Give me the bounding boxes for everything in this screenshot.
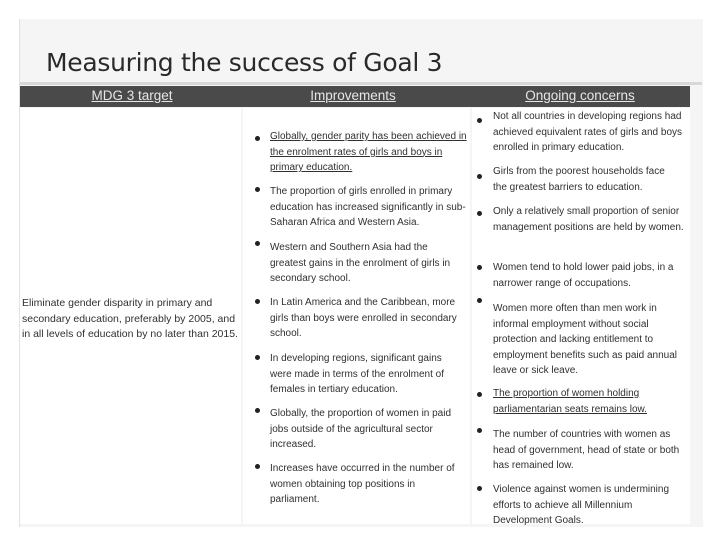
header-mdg3-target: MDG 3 target (91, 88, 173, 103)
concern-item: Only a relatively small proportion of senior management positions are held by women. (493, 206, 684, 233)
concern-item: Violence against women is undermining efforts to achieve all Millennium Development Goals. (493, 484, 670, 526)
improvement-item: Globally, the proportion of women in paid jobs outside of the agricultural sector increased. (270, 408, 452, 450)
concern-item: The proportion of women holding parliamentarian seats remains low. (493, 388, 647, 415)
improvement-item: Globally, gender parity has been achieved in the enrolment rates of girls and boys in primary education. (270, 131, 467, 173)
improvement-item: In developing regions, significant gains were made in terms of the enrolment of females in tertiary education. (270, 353, 444, 395)
bullet-icon (477, 486, 482, 491)
bullet-icon (477, 428, 482, 433)
bullet-icon (255, 241, 260, 246)
bullet-icon (255, 187, 260, 192)
bullet-icon (255, 299, 260, 304)
improvement-item: In Latin America and the Caribbean, more girls than boys were enrolled in secondary school. (270, 297, 457, 339)
bullet-icon (255, 136, 260, 141)
improvement-item: Western and Southern Asia had the greatest gains in the enrolment of girls in secondary school. (270, 242, 451, 284)
bullet-icon (255, 464, 260, 469)
header-improvements: Improvements (310, 88, 396, 103)
concern-item: The number of countries with women as head of government, head of state or both has remained low. (493, 429, 680, 471)
improvement-item: Increases have occurred in the number of women obtaining top positions in parliament. (270, 463, 455, 505)
title-divider (20, 82, 702, 85)
bullet-icon (477, 392, 482, 397)
bullet-icon (477, 265, 482, 270)
concern-item: Girls from the poorest households face the greatest barriers to education. (493, 166, 665, 193)
concern-item: Women more often than men work in informal employment without social protection and lacking entitlement to employment benefits such as paid annual leave or sick leave. (493, 303, 678, 376)
mdg3-target-text: Eliminate gender disparity in primary and secondary education, preferably by 2005, and in all levels of education by no later than 2015. (22, 297, 238, 340)
bullet-icon (477, 118, 482, 123)
concern-item: Women tend to hold lower paid jobs, in a narrower range of occupations. (493, 262, 674, 289)
bullet-icon (255, 408, 260, 413)
improvement-item: The proportion of girls enrolled in primary education has increased significantly in sub-Saharan Africa and Western Asia. (270, 186, 466, 228)
header-ongoing-concerns: Ongoing concerns (525, 88, 635, 103)
table-header (20, 86, 690, 107)
bullet-icon (477, 174, 482, 179)
bullet-icon (477, 298, 482, 303)
slide-title: Measuring the success of Goal 3 (46, 48, 443, 77)
bullet-icon (477, 211, 482, 216)
bullet-icon (255, 355, 260, 360)
concern-item: Not all countries in developing regions had achieved equivalent rates of girls and boys enrolled in primary education. (493, 111, 683, 153)
